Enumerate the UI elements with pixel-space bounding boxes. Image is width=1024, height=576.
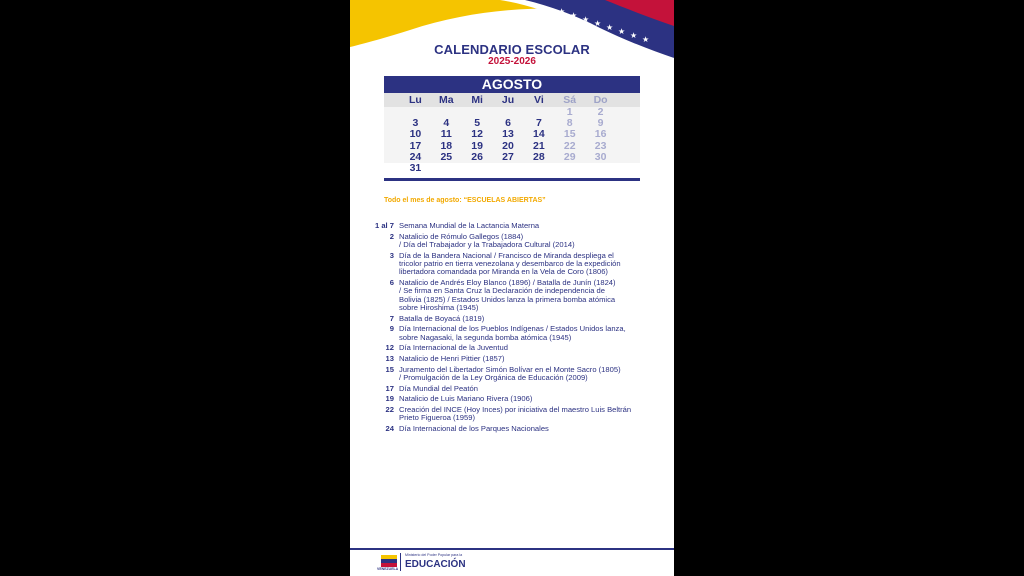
calendar-day: 30 <box>594 150 607 163</box>
calendar-day: 26 <box>471 150 483 163</box>
event-date: 6 <box>389 278 394 287</box>
event-date: 22 <box>385 404 394 414</box>
weekday-5: Sá <box>563 94 577 106</box>
event-text: Natalicio de Luis Mariano Rivera (1906) <box>399 394 533 404</box>
calendar-day <box>523 163 554 174</box>
calendar-day: 4 <box>443 117 450 130</box>
calendar-day: 27 <box>502 150 514 163</box>
flag-star-6: ★ <box>618 27 626 36</box>
ministry-label: Ministerio del Poder Popular para la <box>405 553 463 557</box>
calendar-day: 10 <box>409 128 422 141</box>
calendar-week <box>400 152 616 163</box>
calendar-bottom-rule <box>384 178 640 181</box>
event-date: 7 <box>389 313 394 323</box>
calendar-page <box>350 0 674 576</box>
event-date: 13 <box>385 354 394 363</box>
event-item <box>368 222 668 230</box>
flag-star-8: ★ <box>642 35 650 44</box>
event-item <box>368 252 668 277</box>
calendar-day: 8 <box>566 117 573 130</box>
calendar-day: 9 <box>597 117 604 130</box>
event-text: Día de la Bandera Nacional / Francisco de Miranda despliega el tricolor patrio en tierra venezolana y desembarco de la expedición libertadora comandada por Miranda en la Vela de Coro (1806) <box>399 250 621 277</box>
event-text: Día Mundial del Peatón <box>399 383 478 393</box>
calendar-day: 29 <box>563 150 576 163</box>
event-date: 2 <box>389 231 394 241</box>
calendar-day: 25 <box>440 150 453 163</box>
event-date: 12 <box>385 343 394 353</box>
event-item <box>368 315 668 323</box>
calendar-day: 19 <box>471 139 483 152</box>
calendar-grid <box>384 107 640 174</box>
event-text: Día Internacional de la Juventud <box>399 343 508 353</box>
weekday-6: Do <box>593 94 608 106</box>
calendar-day: 14 <box>533 128 545 141</box>
calendar-day: 21 <box>533 139 545 152</box>
calendar-week <box>384 163 640 174</box>
event-text: Creación del INCE (Hoy Inces) por iniciativa del maestro Luis Beltrán Prieto Figueroa (1959) <box>399 404 632 423</box>
calendar-day: 11 <box>440 128 452 141</box>
event-item <box>368 395 668 403</box>
logo-caption: VENEZUELA <box>377 567 399 571</box>
weekday-3: Ju <box>501 94 515 106</box>
event-item <box>368 355 668 363</box>
event-date: 17 <box>385 383 394 393</box>
event-date: 19 <box>385 394 394 404</box>
calendar-day: 6 <box>505 117 511 130</box>
event-item <box>368 406 668 423</box>
event-text: Día Internacional de los Pueblos Indígenas / Estados Unidos lanza, sobre Nagasaki, la segunda bomba atómica (1945) <box>399 324 626 342</box>
flag-star-4: ★ <box>594 19 602 28</box>
event-item <box>368 279 668 313</box>
event-text: Natalicio de Henri Pittier (1857) <box>399 354 505 363</box>
event-date: 15 <box>385 364 394 374</box>
school-year: 2025-2026 <box>488 56 536 67</box>
event-item <box>368 233 668 250</box>
calendar-day: 16 <box>594 128 607 141</box>
calendar-day: 23 <box>594 139 607 152</box>
calendar-day: 12 <box>471 128 483 141</box>
weekday-1: Ma <box>438 94 454 106</box>
flag-star-1: ★ <box>558 7 566 16</box>
calendar-week <box>400 129 616 140</box>
calendar-day: 2 <box>597 106 604 118</box>
calendar-day: 20 <box>502 139 514 152</box>
calendar-day: 1 <box>566 106 573 118</box>
calendar-day: 13 <box>502 128 514 141</box>
event-text: Batalla de Boyacá (1819) <box>399 313 485 323</box>
month-note: Todo el mes de agosto: “ESCUELAS ABIERTAS” <box>384 197 546 204</box>
weekday-header <box>384 93 640 107</box>
calendar-day: 28 <box>533 150 545 163</box>
calendar-day: 3 <box>412 117 419 130</box>
event-item <box>368 425 668 433</box>
calendar-day: 17 <box>409 139 422 152</box>
event-item <box>368 344 668 352</box>
event-item <box>368 385 668 393</box>
calendar-day: 18 <box>440 139 453 152</box>
event-item <box>368 366 668 383</box>
flag-star-3: ★ <box>582 15 590 24</box>
calendar-day: 5 <box>474 117 481 130</box>
calendar-day: 15 <box>563 128 576 141</box>
calendar-day: 22 <box>563 139 576 152</box>
flag-star-2: ★ <box>570 11 578 20</box>
footer-rule <box>350 548 674 550</box>
calendar-day <box>493 163 524 174</box>
event-item <box>368 325 668 342</box>
calendar-day <box>554 163 585 174</box>
events-list <box>368 222 668 435</box>
flag-star-5: ★ <box>606 23 614 32</box>
calendar-day: 24 <box>409 150 422 163</box>
month-calendar <box>384 76 640 181</box>
event-text: Día Internacional de los Parques Nacionales <box>399 423 549 433</box>
calendar-day: 7 <box>535 117 542 130</box>
footer-divider <box>400 553 401 571</box>
event-date: 3 <box>389 250 394 260</box>
event-date: 24 <box>385 423 394 433</box>
event-text: Natalicio de Rómulo Gallegos (1884) / Día del Trabajador y la Trabajadora Cultural (2014) <box>399 231 575 249</box>
event-text: Semana Mundial de la Lactancia Materna <box>399 221 540 230</box>
education-label: EDUCACIÓN <box>405 559 466 570</box>
calendar-day <box>462 163 493 174</box>
page-title: CALENDARIO ESCOLAR <box>434 42 590 57</box>
event-date: 9 <box>389 324 394 334</box>
event-text: Juramento del Libertador Simón Bolívar en el Monte Sacro (1805) / Promulgación de la Ley Orgánica de Educación (2009) <box>399 364 621 382</box>
weekday-0: Lu <box>409 94 422 106</box>
calendar-day: 31 <box>409 161 422 174</box>
month-label: AGOSTO <box>384 76 640 93</box>
calendar-day <box>431 163 462 174</box>
event-date: 1 al 7 <box>375 221 394 230</box>
event-text: Natalicio de Andrés Eloy Blanco (1896) / Batalla de Junín (1824) / Se firma en Santa Cruz la Declaración de independencia de Bolivia (1825) / Estados Unidos lanza la primera bomba atómica sobre Hiroshima (1945) <box>399 278 616 313</box>
weekday-2: Mi <box>471 94 483 106</box>
weekday-4: Vi <box>534 94 544 106</box>
flag-star-7: ★ <box>630 31 638 40</box>
calendar-day <box>585 163 616 174</box>
